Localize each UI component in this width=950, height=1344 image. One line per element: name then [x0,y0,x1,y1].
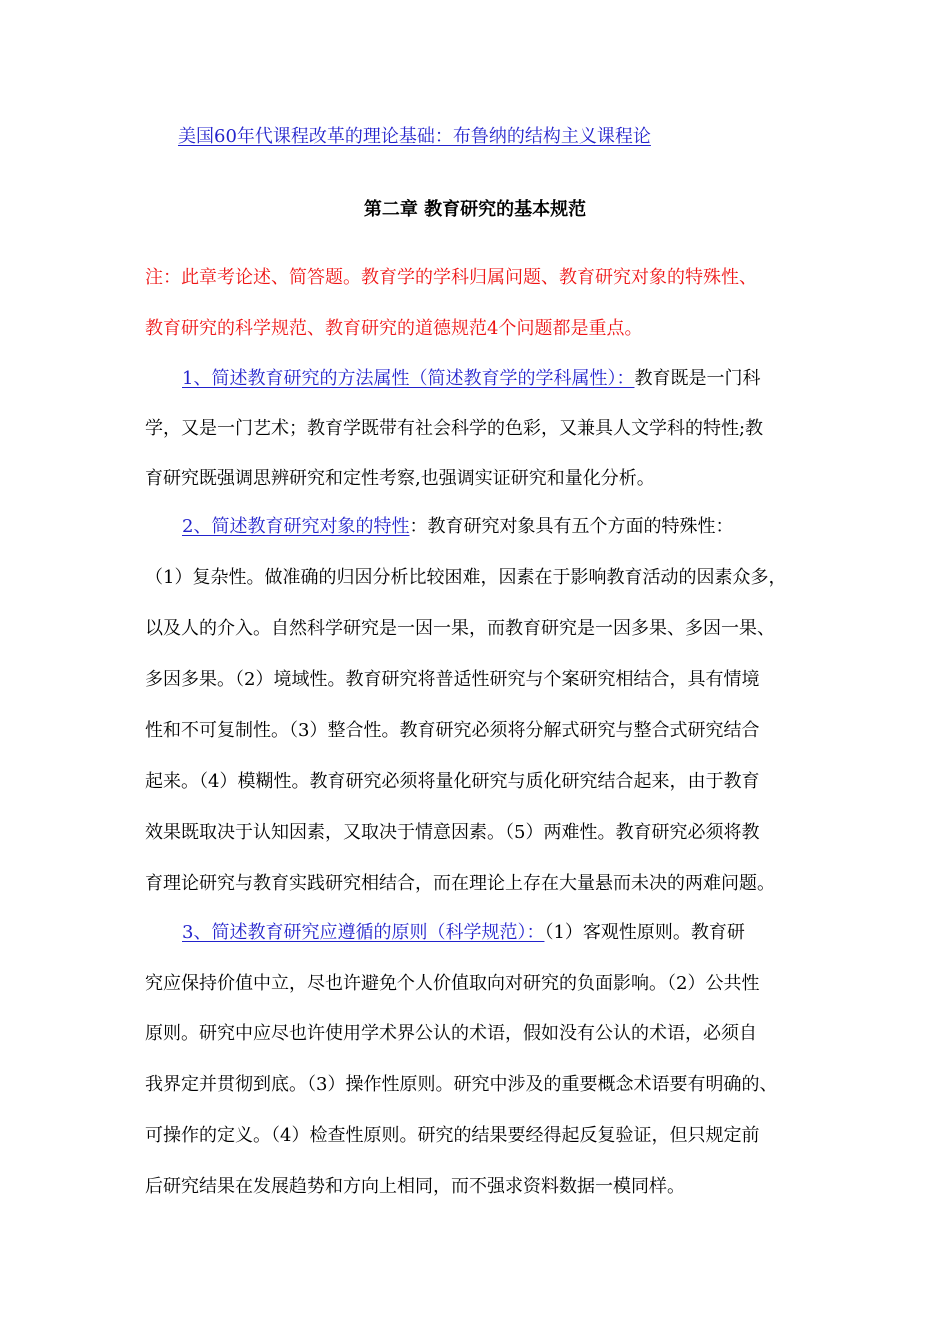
q1-first-line [182,366,760,392]
q3-line-6: 后研究结果在发展趋势和方向上相同，而不强求资料数据一模同样。 [145,1176,685,1197]
q2-line1-text: ：教育研究对象具有五个方面的特殊性： [409,516,734,537]
q3-line-3: 原则。研究中应尽也许使用学术界公认的术语，假如没有公认的术语，必须自 [145,1023,757,1044]
top-link[interactable]: 美国60年代课程改革的理论基础：布鲁纳的结构主义课程论 [178,126,651,147]
q1-line-3: 育研究既强调思辨研究和定性考察,也强调实证研究和量化分析。 [145,468,655,489]
q3-link[interactable]: 3、简述教育研究应遵循的原则（科学规范）： [182,922,545,943]
q2-line-3: 以及人的介入。自然科学研究是一因一果，而教育研究是一因多果、多因一果、 [145,618,775,639]
q3-line-4: 我界定并贯彻到底。（3）操作性原则。研究中涉及的重要概念术语要有明确的、 [145,1074,778,1095]
q3-first-line [182,920,745,946]
q3-line-5: 可操作的定义。（4）检查性原则。研究的结果要经得起反复验证，但只规定前 [145,1125,760,1146]
q2-line-6: 起来。（4）模糊性。教育研究必须将量化研究与质化研究结合起来，由于教育 [145,771,760,792]
q1-link[interactable]: 1、简述教育研究的方法属性（简述教育学的学科属性）： [182,368,635,389]
q2-first-line [182,514,733,540]
q2-line-4: 多因多果。（2）境域性。教育研究将普适性研究与个案研究相结合，具有情境 [145,669,760,690]
q2-line-2: （1）复杂性。做准确的归因分析比较困难，因素在于影响教育活动的因素众多， [145,567,787,588]
chapter-title: 第二章 教育研究的基本规范 [363,199,587,220]
q3-line-2: 究应保持价值中立，尽也许避免个人价值取向对研究的负面影响。（2）公共性 [145,973,760,994]
q2-link[interactable]: 2、简述教育研究对象的特性 [182,516,410,537]
note-line-1: 注：此章考论述、简答题。教育学的学科归属问题、教育研究对象的特殊性、 [145,267,757,288]
q1-line1-text: 教育既是一门科 [634,368,761,389]
note-line-2: 教育研究的科学规范、教育研究的道德规范4个问题都是重点。 [145,318,643,339]
q2-line-5: 性和不可复制性。（3）整合性。教育研究必须将分解式研究与整合式研究结合 [145,720,760,741]
q2-line-8: 育理论研究与教育实践研究相结合，而在理论上存在大量悬而未决的两难问题。 [145,873,775,894]
q2-line-7: 效果既取决于认知因素，又取决于情意因素。（5）两难性。教育研究必须将教 [145,822,760,843]
q3-line1-text: （1）客观性原则。教育研 [544,922,745,943]
q1-line-2: 学，又是一门艺术；教育学既带有社会科学的色彩，又兼具人文学科的特性;教 [145,418,764,439]
